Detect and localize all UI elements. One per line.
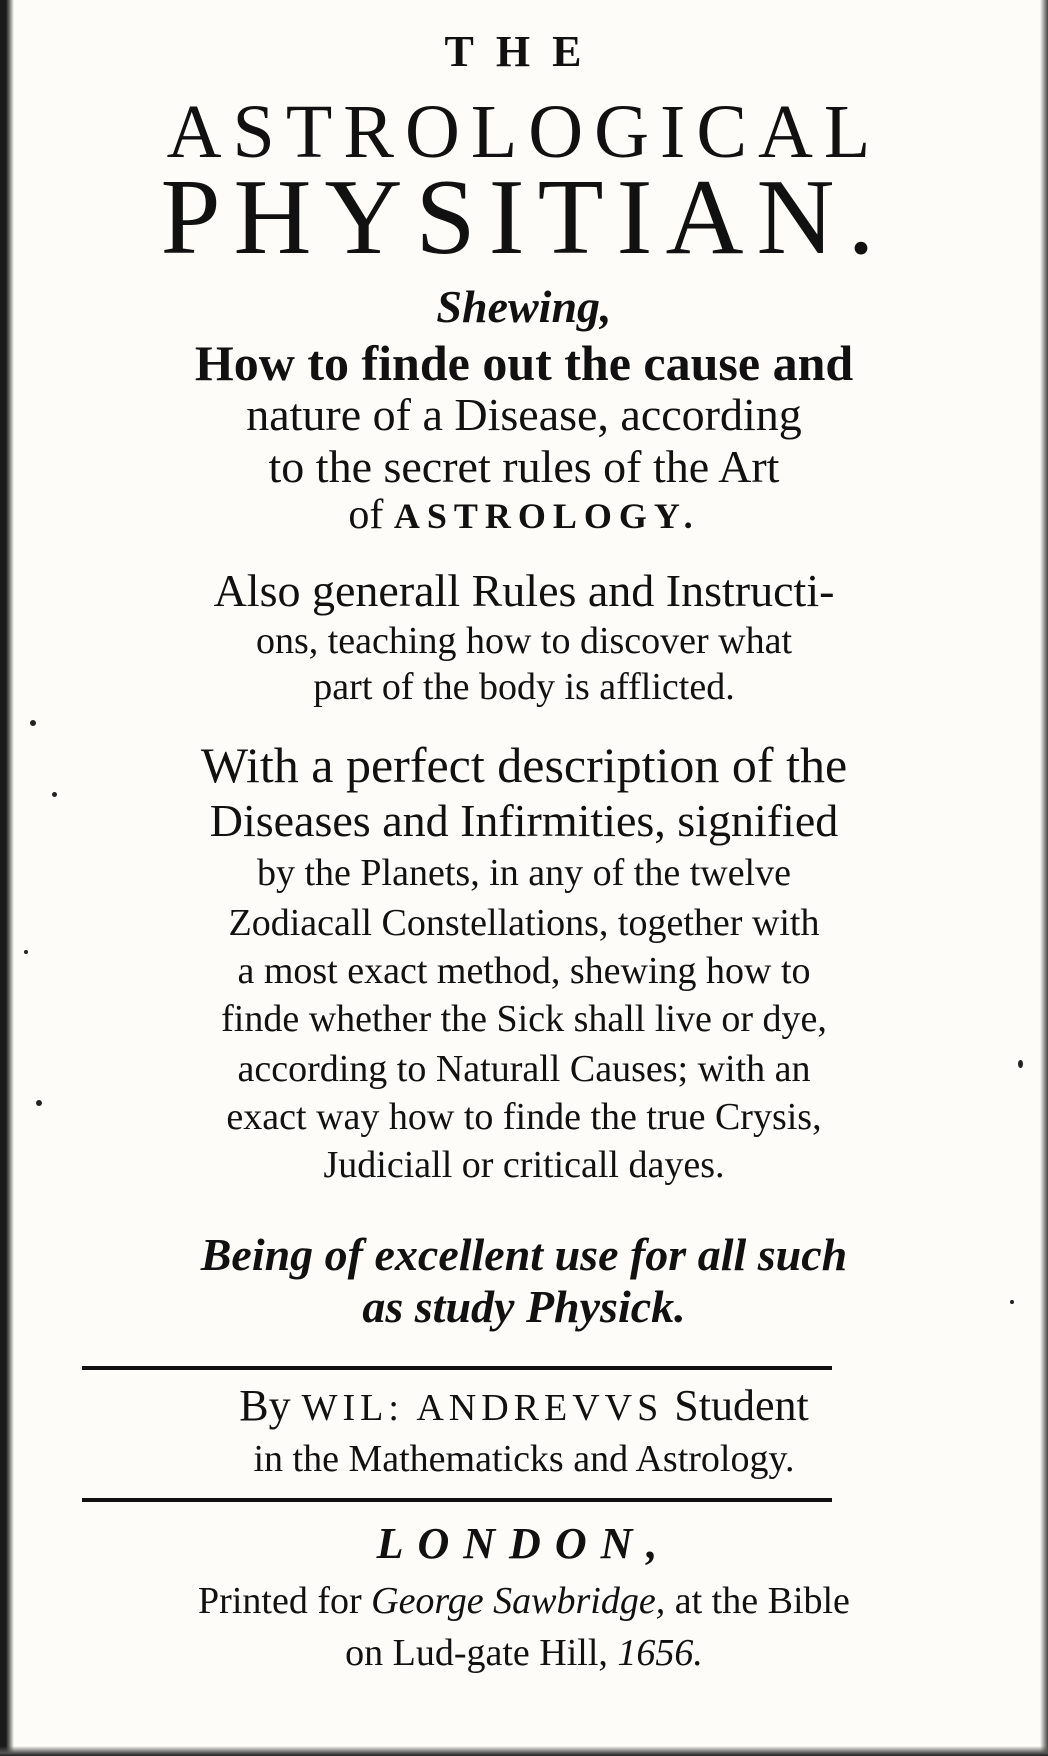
section3-line5: a most exact method, shewing how to xyxy=(237,950,811,992)
divider-rule xyxy=(82,1366,832,1370)
ink-speck xyxy=(1018,1060,1023,1068)
ink-speck xyxy=(52,792,57,797)
section3-line8: exact way how to finde the true Crysis, xyxy=(226,1096,822,1138)
divider-rule xyxy=(82,1498,832,1502)
ink-speck xyxy=(30,720,36,726)
imprint-printed-suffix: at the Bible xyxy=(674,1580,850,1622)
page-edge-bottom xyxy=(0,1746,1048,1756)
author-line2: in the Mathematicks and Astrology. xyxy=(253,1438,795,1480)
section3-line9: Judiciall or criticall dayes. xyxy=(323,1144,725,1186)
page-edge-left xyxy=(0,0,14,1756)
imprint-year: 1656. xyxy=(617,1632,703,1674)
author-name: WIL: ANDREVVS xyxy=(301,1387,664,1429)
imprint-publisher: George Sawbridge, xyxy=(371,1580,666,1622)
title-line-astrological: ASTROLOGICAL xyxy=(166,90,882,174)
section3-line4: Zodiacall Constellations, together with xyxy=(228,902,820,944)
section3-line7: according to Naturall Causes; with an xyxy=(237,1048,811,1090)
section3-line3: by the Planets, in any of the twelve xyxy=(257,852,791,894)
section2-line3: part of the body is afflicted. xyxy=(313,666,735,708)
usage-line1: Being of excellent use for all such xyxy=(200,1229,848,1280)
subtitle-shewing: Shewing, xyxy=(436,281,612,332)
imprint-city: LONDON, xyxy=(376,1519,672,1568)
section1-line2: nature of a Disease, according xyxy=(246,389,802,440)
ink-speck xyxy=(24,950,28,954)
section1-line3: to the secret rules of the Art xyxy=(268,441,780,492)
section2-line1: Also generall Rules and Instructi- xyxy=(213,565,835,616)
usage-line2: as study Physick. xyxy=(362,1281,686,1332)
section3-line6: finde whether the Sick shall live or dye, xyxy=(221,998,827,1040)
section1-line1: How to finde out the cause and xyxy=(194,335,854,391)
author-line1 xyxy=(40,1381,1008,1430)
section3-line1: With a perfect description of the xyxy=(200,737,848,793)
author-by: By xyxy=(239,1381,291,1430)
imprint-printed-prefix: Printed for xyxy=(198,1580,362,1622)
page-edge-right xyxy=(1040,0,1048,1756)
imprint-printer-line xyxy=(40,1582,1008,1620)
imprint-address: on Lud-gate Hill, xyxy=(345,1632,608,1674)
author-role: Student xyxy=(674,1381,809,1430)
ink-speck xyxy=(1010,1300,1014,1304)
imprint-address-line xyxy=(40,1634,1008,1672)
section1-line4-astrology: ASTROLOGY. xyxy=(393,496,700,536)
section3-line2: Diseases and Infirmities, signified xyxy=(209,795,839,846)
section1-line4-prefix: of xyxy=(348,492,384,538)
title-the: THE xyxy=(444,27,604,76)
section1-line4 xyxy=(40,494,1008,536)
title-line-physitian: PHYSITIAN. xyxy=(160,158,888,277)
section2-line2: ons, teaching how to discover what xyxy=(255,620,793,662)
